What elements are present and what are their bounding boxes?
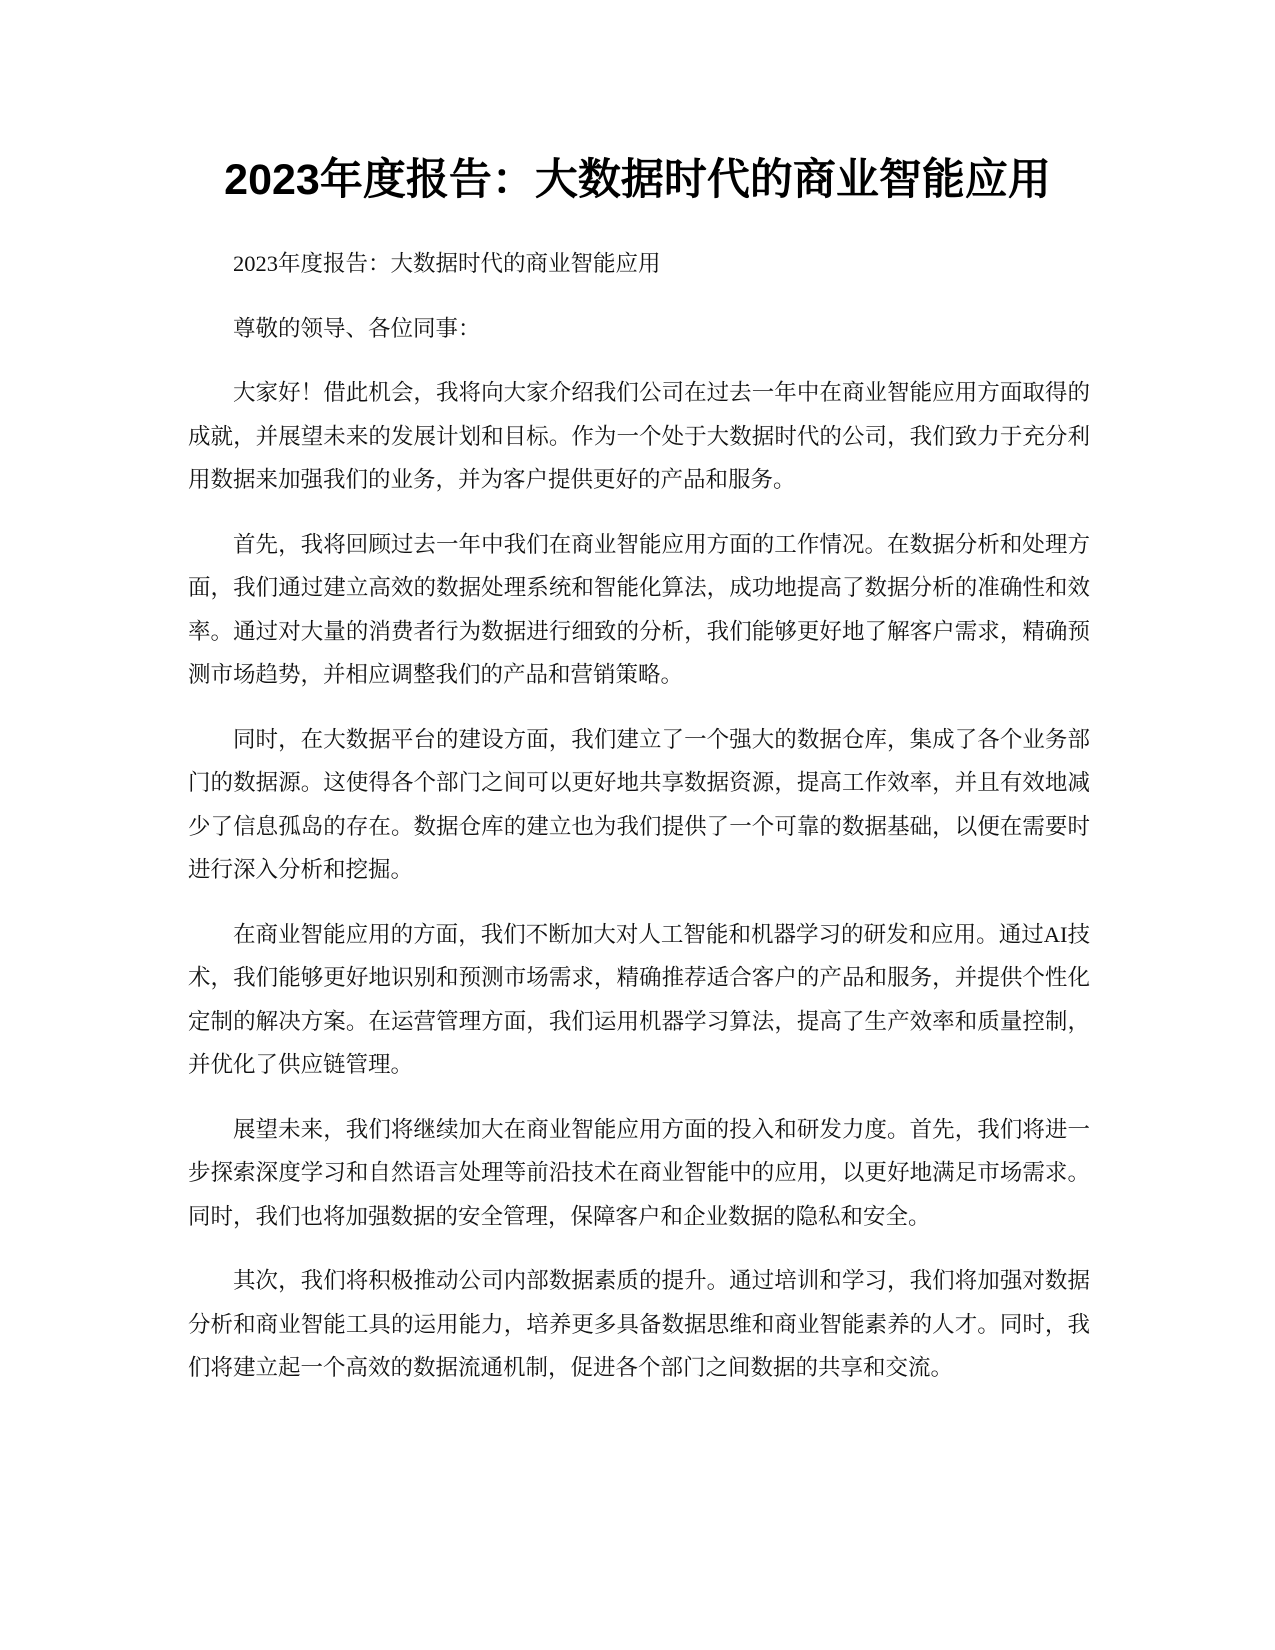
data-literacy-paragraph: 其次，我们将积极推动公司内部数据素质的提升。通过培训和学习，我们将加强对数据分析和商业智能工具的运用能力，培养更多具备数据思维和商业智能素养的人才。同时，我们将建立起一个高效的数据流通机制，促进各个部门之间数据的共享和交流。 <box>188 1268 1090 1380</box>
review-paragraph: 首先，我将回顾过去一年中我们在商业智能应用方面的工作情况。在数据分析和处理方面，我们通过建立高效的数据处理系统和智能化算法，成功地提高了数据分析的准确性和效率。通过对大量的消费者行为数据进行细致的分析，我们能够更好地了解客户需求，精确预测市场趋势，并相应调整我们的产品和营销策略。 <box>188 531 1090 687</box>
intro-paragraph: 大家好！借此机会，我将向大家介绍我们公司在过去一年中在商业智能应用方面取得的成就，并展望未来的发展计划和目标。作为一个处于大数据时代的公司，我们致力于充分利用数据来加强我们的业务，并为客户提供更好的产品和服务。 <box>188 380 1090 492</box>
data-platform-paragraph: 同时，在大数据平台的建设方面，我们建立了一个强大的数据仓库，集成了各个业务部门的数据源。这使得各个部门之间可以更好地共享数据资源，提高工作效率，并且有效地减少了信息孤岛的存在。数据仓库的建立也为我们提供了一个可靠的数据基础，以便在需要时进行深入分析和挖掘。 <box>188 726 1090 882</box>
document-title: 2023年度报告：大数据时代的商业智能应用 <box>224 156 1051 204</box>
document-body <box>188 242 1090 1411</box>
outlook-paragraph: 展望未来，我们将继续加大在商业智能应用方面的投入和研发力度。首先，我们将进一步探索深度学习和自然语言处理等前沿技术在商业智能中的应用，以更好地满足市场需求。同时，我们也将加强数据的安全管理，保障客户和企业数据的隐私和安全。 <box>188 1116 1090 1229</box>
subtitle-paragraph: 2023年度报告：大数据时代的商业智能应用 <box>233 251 661 276</box>
salutation-paragraph: 尊敬的领导、各位同事： <box>233 315 481 341</box>
bi-application-paragraph: 在商业智能应用的方面，我们不断加大对人工智能和机器学习的研发和应用。通过AI技术，我们能够更好地识别和预测市场需求，精确推荐适合客户的产品和服务，并提供个性化定制的解决方案。在运营管理方面，我们运用机器学习算法，提高了生产效率和质量控制，并优化了供应链管理。 <box>188 921 1090 1077</box>
